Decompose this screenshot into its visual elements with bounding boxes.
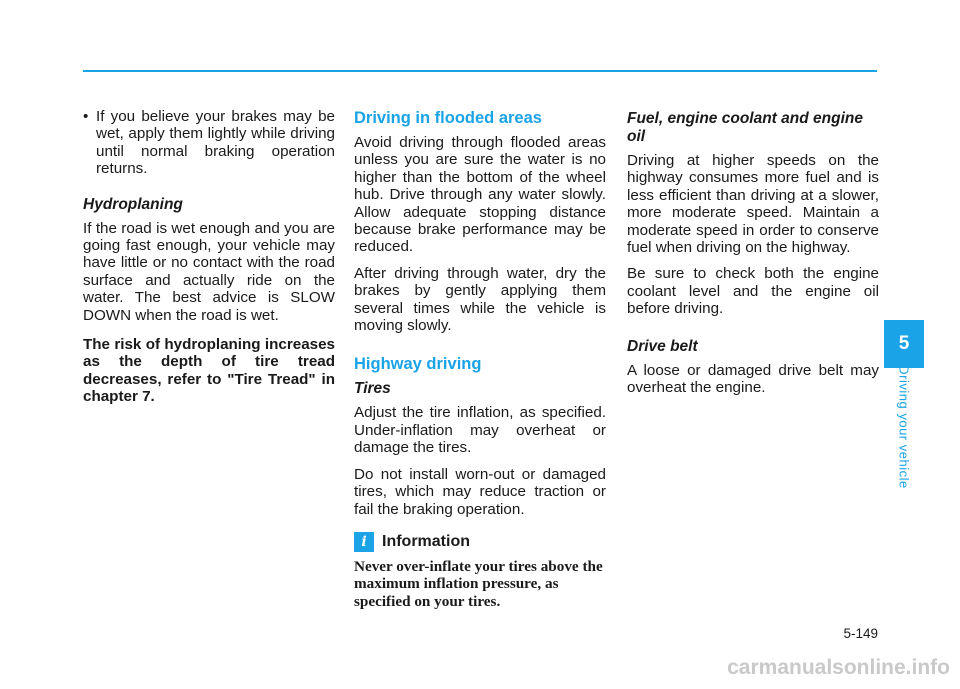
bullet-text: If you believe your brakes may be wet, apply them lightly while driving until normal braking operation returns. [96, 108, 335, 178]
list-item [83, 108, 335, 178]
flooded-paragraph-2: After driving through water, dry the brakes by gently applying them several times while the vehicle is moving slowly. [354, 264, 606, 335]
top-rule [83, 70, 877, 72]
chapter-side-label: Driving your vehicle [896, 365, 912, 489]
bullet-list [83, 108, 335, 178]
tires-paragraph-2: Do not install worn-out or damaged tires, which may reduce traction or fail the braking operation. [354, 465, 606, 518]
heading-tires: Tires [354, 380, 391, 398]
fuel-paragraph-2: Be sure to check both the engine coolant level and the engine oil before driving. [627, 265, 879, 318]
chapter-number-tab: 5 [884, 320, 924, 368]
tires-paragraph-1: Adjust the tire inflation, as specified. Under-inflation may overheat or damage the tires. [354, 404, 606, 457]
heading-drive-belt: Drive belt [627, 337, 698, 355]
bullet-icon: • [83, 108, 89, 125]
flooded-paragraph-1: Avoid driving through flooded areas unless you are sure the water is no higher than the bottom of the wheel hub. Drive through any water slowly. Allow adequate stopping distance because brake performance may be reduced. [354, 134, 606, 256]
info-icon: i [354, 532, 374, 552]
heading-highway-driving: Highway driving [354, 355, 482, 374]
column-1 [83, 108, 335, 415]
watermark: carmanualsonline.info [727, 656, 950, 679]
hydroplaning-warning: The risk of hydroplaning increases as the depth of tire tread decreases, refer to "Tire Tread" in chapter 7. [83, 336, 335, 406]
information-title: Information [382, 532, 470, 550]
heading-fuel-coolant-oil: Fuel, engine coolant and engine oil [627, 110, 863, 145]
column-2 [354, 108, 606, 610]
heading-flooded-areas: Driving in flooded areas [354, 109, 542, 127]
drive-belt-paragraph: A loose or damaged drive belt may overheat the engine. [627, 361, 879, 397]
heading-hydroplaning: Hydroplaning [83, 195, 183, 213]
fuel-paragraph-1: Driving at higher speeds on the highway consumes more fuel and is less efficient than driving at a slower, more moderate speed. Maintain a moderate speed in order to conserve fuel when driving on the highway. [627, 152, 879, 257]
column-3 [627, 108, 879, 405]
information-header [354, 532, 606, 552]
hydroplaning-paragraph: If the road is wet enough and you are going fast enough, your vehicle may have little or no contact with the road surface and actually ride on the water. The best advice is SLOW DOWN when the road is wet. [83, 219, 335, 324]
information-text: Never over-inflate your tires above the maximum inflation pressure, as specified on your tires. [354, 557, 603, 610]
page-number: 5-149 [843, 626, 878, 641]
